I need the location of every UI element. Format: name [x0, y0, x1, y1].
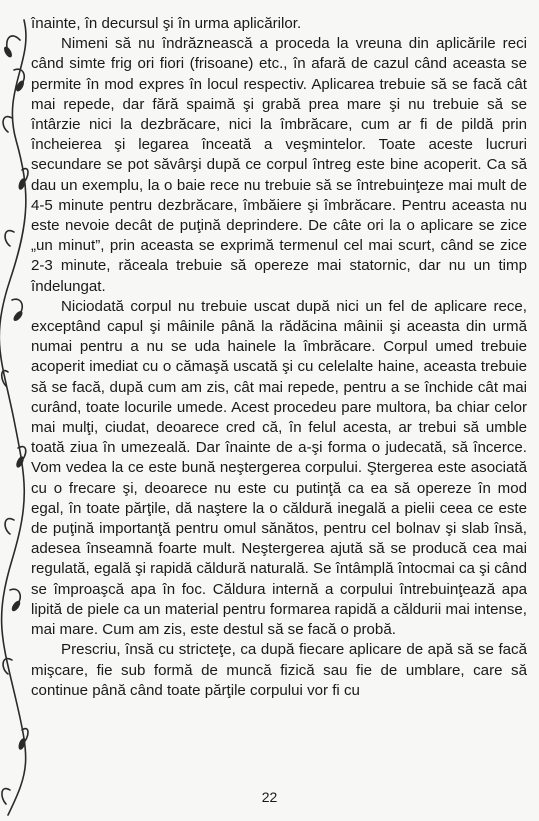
paragraph: Nimeni să nu îndrăznească a proceda la vreuna din aplicările reci când simte frig ori fiori (frisoane) etc., în afară de cazul când aceasta se permite în mod expres în locul respectiv. Aplicarea trebuie să se facă cât mai repede, dar fără spaimă şi grabă prea mare şi nu trebuie să se întârzie nici la dezbrăcare, nici la îmbrăcare, cum ar fi de pildă prin încheierea şi legarea înceată a veşmintelor. Toate aceste lucruri secundare se pot săvârşi după ce corpul întreg este bine acoperit. Ca să dau un exemplu, la o baie rece nu trebuie să se întrebuinţeze mai mult de 4-5 minute pentru dezbrăcare, îmbăiere şi îmbrăcare. Pentru aceasta nu este nevoie decât de puţină deprindere. De câte ori la o aplicare se zice „un minut”, prin aceasta se exprimă termenul cel mai scurt, când se zice 2-3 minute, răceala trebuie să opereze mai statornic, dar nu un timp îndelungat.: [31, 35, 527, 295]
page-number: 22: [261, 789, 278, 805]
paragraph-continuation: înainte, în decursul şi în urma aplicărilor.: [31, 15, 302, 32]
body-text: [31, 14, 527, 701]
vine-ornament: [0, 0, 32, 821]
paragraph: Prescriu, însă cu stricteţe, ca după fiecare aplicare de apă să se facă mişcare, fie sub formă de muncă fizică sau fie de umblare, care să continue până când toate părţile corpului vor fi cu: [31, 641, 527, 699]
paragraph: Niciodată corpul nu trebuie uscat după nici un fel de aplicare rece, exceptând capul şi mâinile până la rădăcina mâinii şi aceasta din urmă numai pentru a nu se uda hainele la îmbrăcare. Corpul umed trebuie acoperit imediat cu o cămaşă uscată şi cu celelalte haine, aceasta trebuie să se facă, după cum am zis, cât mai repede, pentru a se închide cât mai curând, toate locurile umede. Acest procedeu pare multora, ba chiar celor mai mulţi, ciudat, deoarece cred că, în felul acesta, ar trebui să umble toată ziua în umezeală. Dar înainte de a-şi forma o judecată, să încerce. Vom vedea la ce este bună neştergerea corpului. Ştergerea este asociată cu o frecare şi, deoarece nu este cu putinţă ca ea să opereze în mod egal, în toate părţile, dă naştere la o căldură inegală a pielii ceea ce este de puţină importanţă pentru omul sănătos, pentru cel bolnav şi slab însă, adesea înseamnă foarte mult. Neştergerea ajută să se producă cea mai regulată, egală şi rapidă căldură naturală. Se întâmplă întocmai ca şi când se împroaşcă apa în foc. Căldura internă a corpului întrebuinţează apa lipită de piele ca un material pentru formarea rapidă a căldurii mai intense, mai mare. Cum am zis, este destul să se facă o probă.: [31, 297, 527, 639]
